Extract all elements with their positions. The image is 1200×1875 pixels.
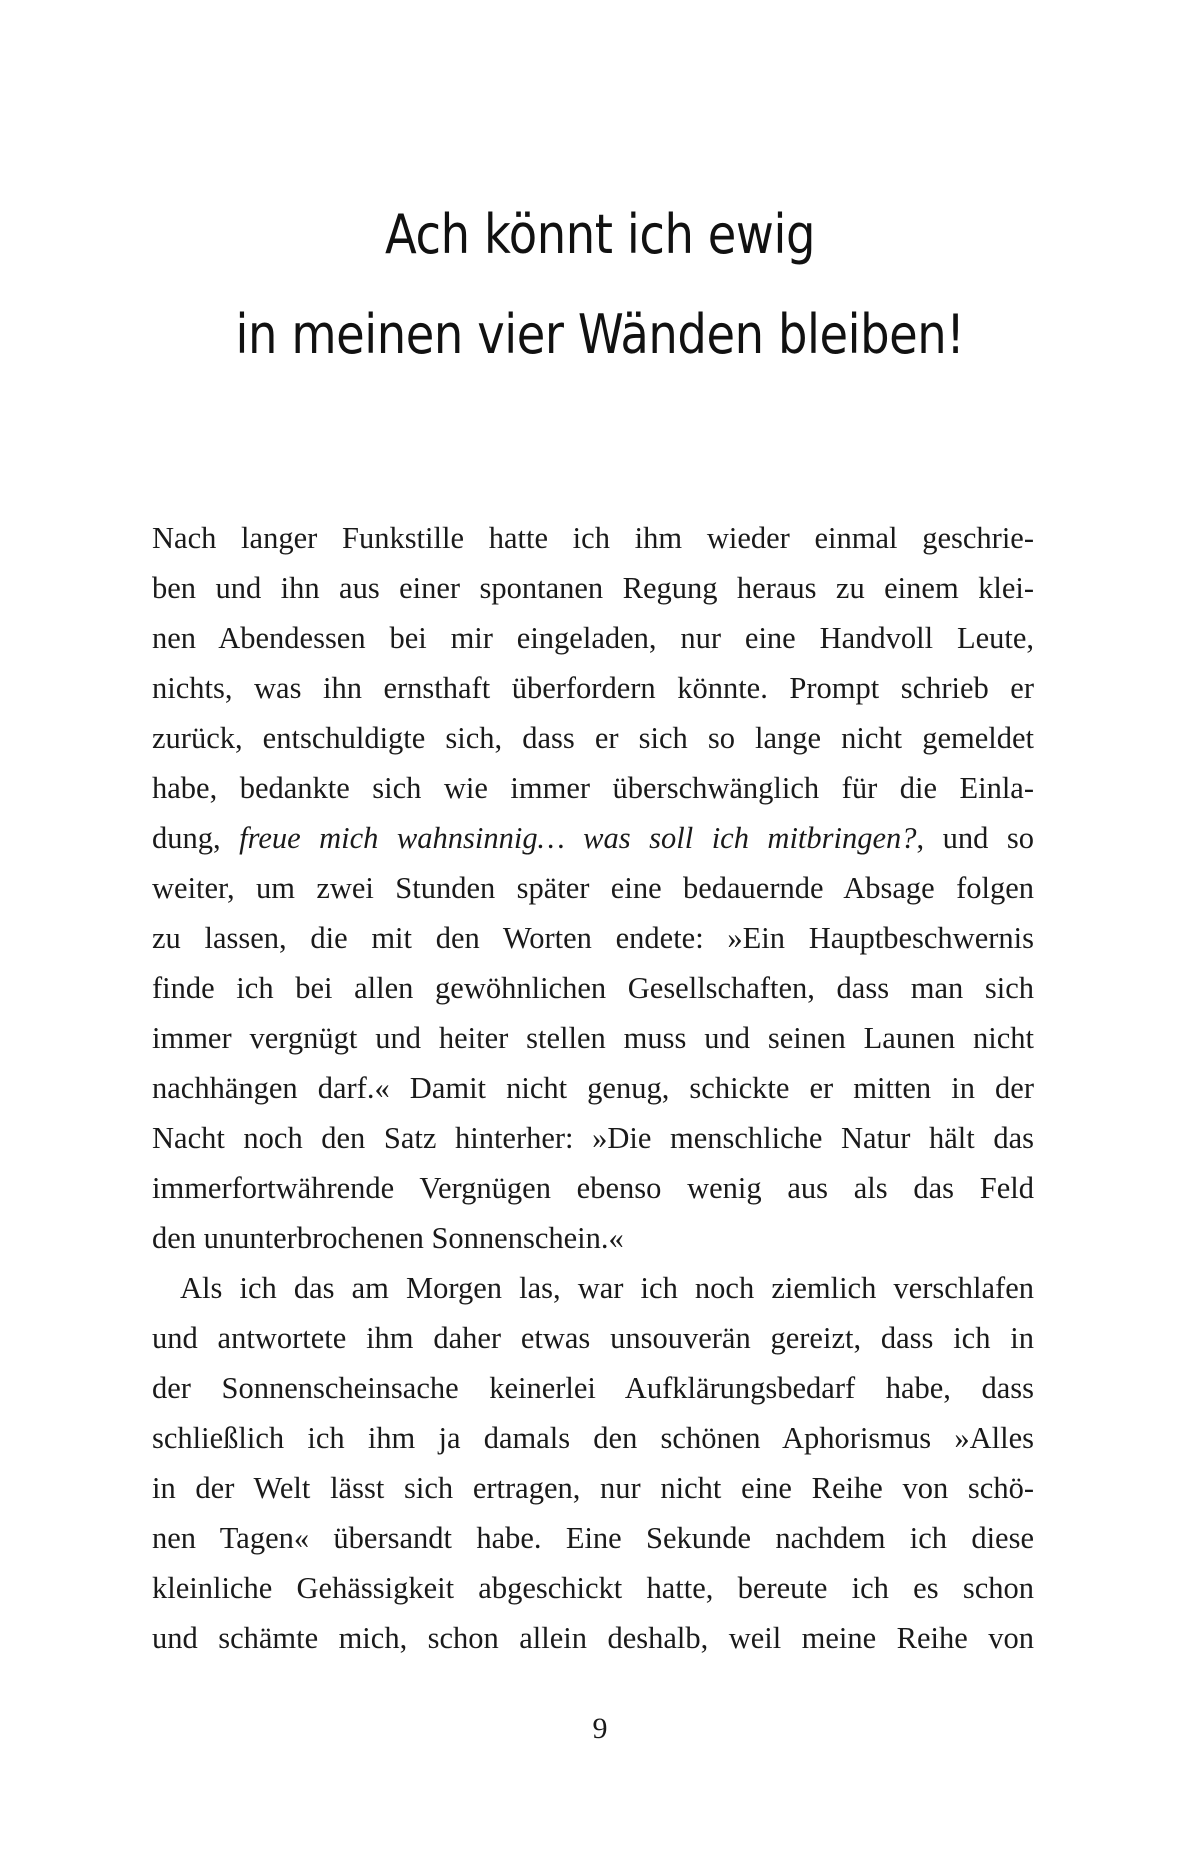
text-line-with-italic — [152, 813, 1034, 863]
chapter-title — [170, 185, 1030, 385]
text-line: ben und ihn aus einer spontanen Regung heraus zu einem klei- — [152, 571, 1034, 605]
paragraph-end-line: den ununterbrochenen Sonnenschein.« — [152, 1221, 624, 1255]
text-line: kleinliche Gehässigkeit abgeschickt hatte, bereute ich es schon — [152, 1571, 1034, 1605]
chapter-title-line-2: in meinen vier Wänden bleiben! — [235, 303, 965, 366]
text-line: weiter, um zwei Stunden später eine bedauernde Absage folgen — [152, 871, 1034, 905]
italic-quote: freue mich wahnsinnig… was soll ich mitbringen? — [239, 821, 917, 855]
text-line: und antwortete ihm daher etwas unsouverän gereizt, dass ich in — [152, 1321, 1034, 1355]
text-line: finde ich bei allen gewöhnlichen Gesellschaften, dass man sich — [152, 971, 1034, 1005]
text-line: nachhängen darf.« Damit nicht genug, schickte er mitten in der — [152, 1071, 1034, 1105]
chapter-title-line-1: Ach könnt ich ewig — [385, 203, 815, 266]
text-line: und schämte mich, schon allein deshalb, weil meine Reihe von — [152, 1621, 1034, 1655]
text-line: immerfortwährende Vergnügen ebenso wenig aus als das Feld — [152, 1171, 1034, 1205]
text-line: habe, bedankte sich wie immer überschwänglich für die Einla- — [152, 771, 1034, 805]
text-line: nichts, was ihn ernsthaft überfordern könnte. Prompt schrieb er — [152, 671, 1034, 705]
text-line: Nach langer Funkstille hatte ich ihm wieder einmal geschrie- — [152, 521, 1034, 555]
body-text — [152, 513, 1034, 1663]
page-number: 9 — [592, 1712, 608, 1745]
text-line: der Sonnenscheinsache keinerlei Aufklärungsbedarf habe, dass — [152, 1371, 1034, 1405]
text-run: dung, — [152, 821, 240, 855]
text-line: nen Tagen« übersandt habe. Eine Sekunde nachdem ich diese — [152, 1521, 1034, 1555]
text-run: , und so — [916, 821, 1035, 855]
text-line: immer vergnügt und heiter stellen muss und seinen Launen nicht — [152, 1021, 1034, 1055]
text-line: in der Welt lässt sich ertragen, nur nicht eine Reihe von schö- — [152, 1471, 1034, 1505]
paragraph-start-line: Als ich das am Morgen las, war ich noch ziemlich verschlafen — [180, 1271, 1034, 1305]
text-line: Nacht noch den Satz hinterher: »Die menschliche Natur hält das — [152, 1121, 1034, 1155]
text-line: nen Abendessen bei mir eingeladen, nur eine Handvoll Leute, — [152, 621, 1034, 655]
text-line: zurück, entschuldigte sich, dass er sich so lange nicht gemeldet — [152, 721, 1034, 755]
text-line: zu lassen, die mit den Worten endete: »Ein Hauptbeschwernis — [152, 921, 1034, 955]
text-line: schließlich ich ihm ja damals den schönen Aphorismus »Alles — [152, 1421, 1034, 1455]
